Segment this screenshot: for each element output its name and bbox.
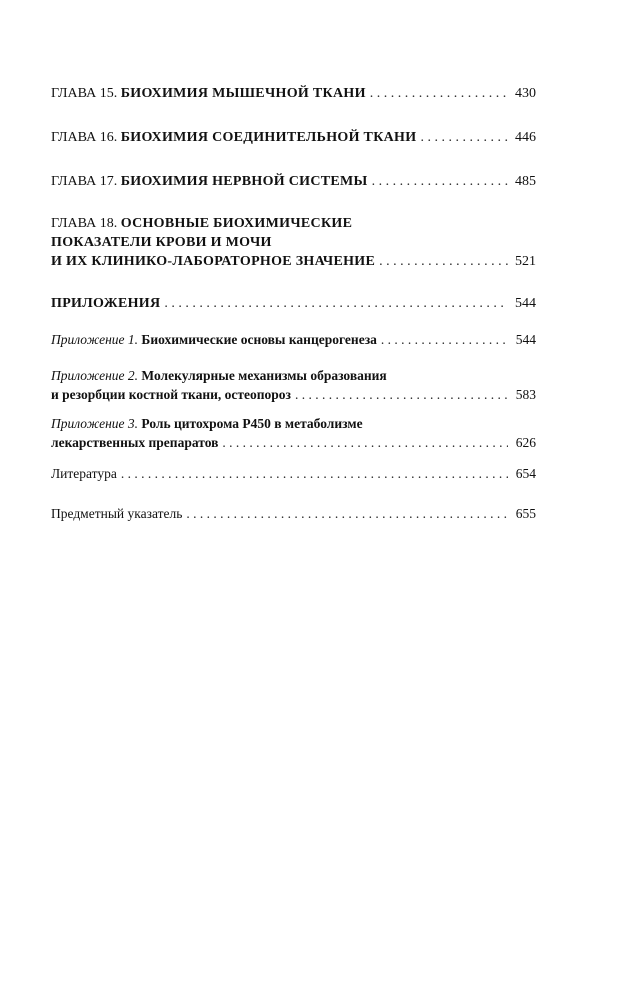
page-number: 446 — [515, 130, 536, 145]
toc-entry-literature[interactable] — [51, 464, 536, 483]
toc-entry-appendix-1[interactable] — [51, 330, 536, 349]
toc-entry-appendix-3[interactable] — [51, 414, 536, 452]
toc-entry-chapter-18[interactable] — [51, 214, 536, 271]
page-number: 485 — [515, 174, 536, 189]
page-number: 654 — [515, 466, 536, 481]
entry-prefix: Приложение 3. — [51, 416, 139, 431]
entry-prefix: Приложение 1. — [51, 332, 139, 347]
toc-entry-appendices[interactable] — [51, 294, 536, 313]
dot-leader — [379, 252, 508, 271]
page-number: 655 — [515, 506, 536, 521]
entry-title: Литература — [51, 466, 117, 481]
dot-leader — [420, 128, 508, 147]
entry-prefix: ГЛАВА 17. — [51, 174, 118, 189]
toc-entry-chapter-17[interactable] — [51, 172, 536, 191]
dot-leader — [370, 84, 508, 103]
page-number: 521 — [515, 254, 536, 269]
toc-entry-appendix-2[interactable] — [51, 366, 536, 404]
page-number: 430 — [515, 86, 536, 101]
toc-entry-subject-index[interactable] — [51, 504, 536, 523]
entry-prefix: Приложение 2. — [51, 368, 139, 383]
entry-title: БИОХИМИЯ НЕРВНОЙ СИСТЕМЫ — [120, 174, 368, 189]
entry-title-line-1: ОСНОВНЫЕ БИОХИМИЧЕСКИЕ — [120, 216, 353, 231]
page-number: 544 — [515, 296, 536, 311]
page-number: 583 — [515, 387, 536, 402]
page-number: 544 — [515, 332, 536, 347]
dot-leader — [372, 172, 508, 191]
entry-title: БИОХИМИЯ МЫШЕЧНОЙ ТКАНИ — [120, 86, 366, 101]
entry-title-line-2: и резорбции костной ткани, остеопороз — [51, 387, 291, 402]
dot-leader — [186, 504, 508, 523]
entry-title: БИОХИМИЯ СОЕДИНИТЕЛЬНОЙ ТКАНИ — [120, 130, 417, 145]
page-number: 626 — [515, 435, 536, 450]
entry-title-line-2: ПОКАЗАТЕЛИ КРОВИ И МОЧИ — [51, 235, 272, 250]
dot-leader — [222, 433, 508, 452]
dot-leader — [381, 330, 508, 349]
dot-leader — [121, 464, 508, 483]
entry-prefix: ГЛАВА 18. — [51, 216, 118, 231]
entry-title: Биохимические основы канцерогенеза — [141, 332, 377, 347]
entry-title: Предметный указатель — [51, 506, 183, 521]
dot-leader — [164, 294, 508, 313]
entry-title: ПРИЛОЖЕНИЯ — [51, 296, 161, 311]
entry-prefix: ГЛАВА 16. — [51, 130, 118, 145]
entry-title-line-2: лекарственных препаратов — [51, 435, 219, 450]
toc-entry-chapter-15[interactable] — [51, 84, 536, 103]
entry-title-line-1: Молекулярные механизмы образования — [141, 368, 387, 383]
entry-prefix: ГЛАВА 15. — [51, 86, 118, 101]
entry-title-line-1: Роль цитохрома Р450 в метаболизме — [141, 416, 363, 431]
toc-entry-chapter-16[interactable] — [51, 128, 536, 147]
dot-leader — [295, 385, 508, 404]
entry-title-line-3: И ИХ КЛИНИКО-ЛАБОРАТОРНОЕ ЗНАЧЕНИЕ — [51, 254, 376, 269]
